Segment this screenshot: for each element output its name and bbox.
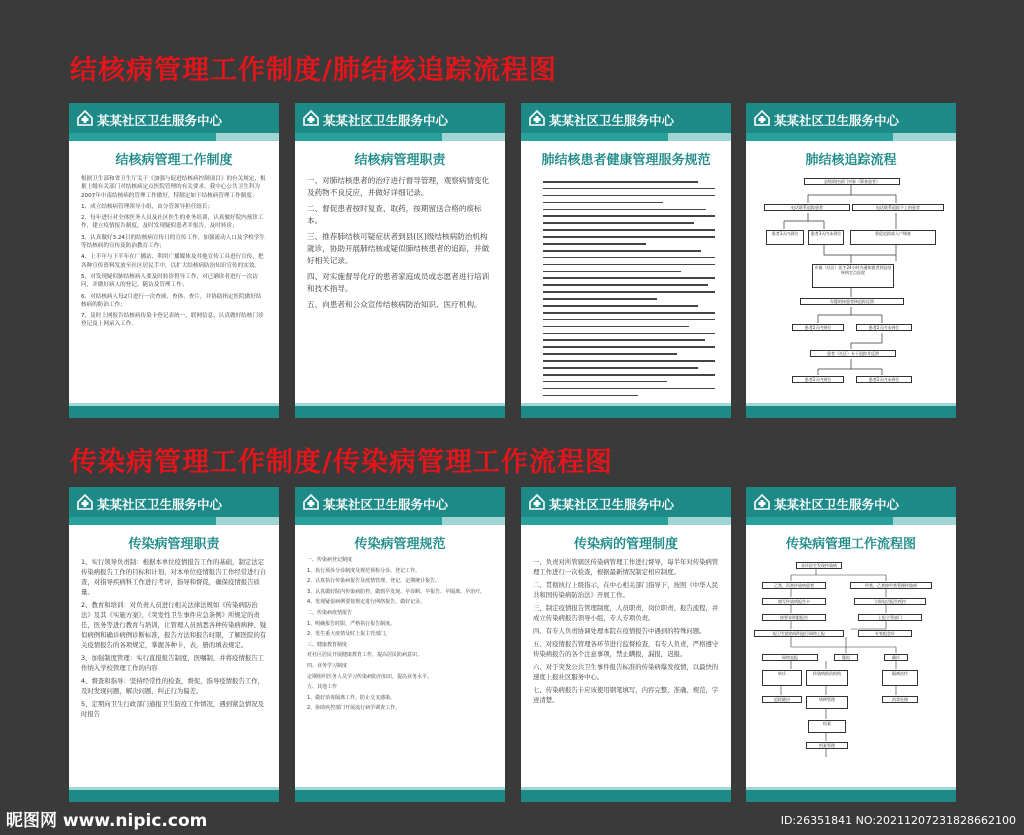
poster-body (307, 175, 493, 316)
org-name: 某某社区卫生服务中心 (323, 497, 449, 512)
flow-node: 结案 (808, 720, 846, 733)
paragraph: 2、认真执行传染病报告及疫情管理，登记，定期统计报告。 (307, 578, 441, 585)
flow-node: 患者2天内到位 (792, 324, 844, 331)
poster-infectious-system (521, 487, 731, 802)
paragraph: 定期组织医务人员学习传染病防治知识，提高业务水平。 (307, 673, 433, 680)
poster-footer (69, 790, 279, 802)
watermark-id: ID:26351841 NO:20211207231828662100 (780, 814, 1016, 827)
flow-node: 消毒处理 (882, 696, 918, 703)
poster-tb-duties (295, 103, 505, 418)
flow-node: 转诊 (762, 670, 802, 686)
paragraph: 2、协助疾控部门开展流行病学调查工作。 (307, 705, 401, 712)
paragraph: 一、负责对所管辖区传染病管理工作进行督导，每半年对传染病管理工作进行一次检查，根据最新情况制定相应制度。 (533, 558, 719, 576)
flow-node: 患者3天内未到位 (808, 230, 844, 245)
flow-node: 乙类、丙类传染病患者 (762, 582, 826, 589)
poster-footer (746, 406, 956, 418)
flow-node: 患者2天内未到位 (856, 324, 912, 331)
section-title-infectious: 传染病管理工作制度/传染病管理工作流程图 (70, 447, 613, 478)
flow-node: 患者3天内到位 (766, 230, 804, 245)
poster-footer (69, 406, 279, 418)
paragraph: 2、每年进行对全体医务人员及社区医生的业务培训，认真做好院内预诊工作，建立疫情报告制度，及时发现疑似患者并报告，及时转诊； (81, 215, 264, 230)
paragraph: 2、发生重大疫情及时上报主管部门。 (307, 631, 391, 638)
poster-title: 传染病管理规范 (354, 537, 446, 552)
flow-node: 督促追踪或入户调查 (850, 230, 936, 245)
paragraph: 3、加强制度管理：实行直报报告制度，医嘱制，并将疫情报告工作纳入学校管理工作的内容 (81, 654, 265, 672)
paragraph: 二、贯彻执行上级指示，在中心相关部门指导下，按照《中华人民共和国传染病防治法》开展工作。 (533, 581, 719, 599)
poster-infectious-spec (295, 487, 505, 802)
paragraph: 1、成立结核病管理领导小组，由分管领导担任组长； (81, 203, 214, 210)
org-name: 某某社区卫生服务中心 (774, 497, 900, 512)
paragraph: 五、其他工作 (307, 684, 338, 691)
paragraph: 七、传染病报告卡应该使用钢笔填写，内容完整、准确、规范，字迹清楚。 (533, 686, 719, 704)
org-name: 某某社区卫生服务中心 (774, 113, 900, 128)
section-title-tb: 结核病管理工作制度/肺结核追踪流程图 (70, 55, 557, 86)
poster-body (81, 175, 267, 332)
paragraph: 4、发现疑似病例要按规定进行网络报告，做好记录。 (307, 599, 426, 606)
poster-infectious-flow (746, 487, 956, 802)
paragraph: 1、执行预诊分诊制度及规范预检分诊，登记工作。 (307, 567, 421, 574)
clinic-logo-icon (529, 110, 545, 126)
poster-title: 传染病的管理制度 (573, 537, 678, 552)
flow-node: 传染病防治机构 (806, 670, 848, 686)
flowchart-connectors (746, 103, 956, 418)
paragraph: 2、教育和培训：对负责人员进行相关法律法规如《传染病防治法》及其《实施方案》，《突发性卫生事件应急条例》所规定的责任，医务等进行教育与培训，让管理人员熟悉各种传染病病种、疑似病例和确诊病例诊断标准，报告方法和报告时限，了解医院的有关疫情报告的各项规定，掌握各种卡，表，册的填表规定。 (81, 601, 267, 649)
paragraph: 7、及时上网报告结核病传染卡登记表统一，联网信息，认真做好结核门诊登记及上网录入工作。 (81, 313, 264, 328)
poster-title: 结核病管理职责 (354, 153, 446, 168)
flow-node: 专家组会诊 (858, 630, 912, 637)
poster-title: 肺结核追踪流程 (805, 153, 897, 168)
org-name: 某某社区卫生服务中心 (549, 113, 675, 128)
paragraph: 4、上半年与下半年在广播站、利用广播媒体及其他宣传工具进行宣传，把各种宣传资料发放至社区居民手中，以扩大结核病防治知识宣传的实效。 (81, 254, 264, 269)
flow-node: 网络直报 (762, 654, 818, 661)
paragraph: 1、明确报告时限，严格执行报告制度。 (307, 620, 396, 627)
flowchart-connectors (746, 487, 956, 802)
paragraph: 三、制定疫情报告管理制度，人员职责，岗位职责、报告流程，并成立传染病报告领导小组，专人专项负责。 (533, 604, 719, 622)
poster-title: 结核病管理工作制度 (115, 153, 233, 168)
flow-node: 病例管理 (806, 696, 848, 709)
flow-node: 档案管理 (806, 742, 848, 749)
poster-title: 传染病管理工作流程图 (785, 537, 916, 552)
clinic-logo-icon (77, 110, 93, 126)
flow-node: 甲类、乙类按甲类管理传染病 (850, 582, 932, 589)
poster-header (69, 487, 279, 525)
watermark-site: 昵图网 www.nipic.com (6, 811, 208, 831)
flow-node: 立即电话报告疾控 (854, 598, 926, 605)
poster-body (81, 557, 267, 722)
paragraph: 4、督查和指导：坚持经常性的检查，督促，指导疫情报告工作，及时发现问题，解决问题，纠正行为偏差。 (81, 677, 265, 695)
flow-node: 存疑的按患者核追踪反馈 (800, 298, 904, 305)
paragraph: 5、定期向卫生行政部门通报卫生防疫工作情况，遇到紧急情况及时报告 (81, 700, 265, 718)
poster-title: 肺结核患者健康管理服务规范 (541, 153, 711, 168)
flow-node: 上报主管部门 (858, 614, 922, 621)
paragraph: 六、对于突发公共卫生事件报告标准的传染病爆发疫情，以最快的速度上报社区服务中心。 (533, 663, 719, 681)
paragraph: 1、做好消毒隔离工作，防止交叉感染。 (307, 694, 396, 701)
poster-header (69, 103, 279, 141)
flow-node: 乡镇（社区）医生24小时内通知患者到县结核病定点医院 (812, 264, 894, 288)
flow-node: 报卫生院防保科进行网络上报 (754, 630, 844, 637)
paragraph: 五、对疫情报告管理各环节进行监督检查，有专人负责，严格遵守传染病报告的各个注意事项，禁止瞒报，漏报，迟报。 (533, 640, 719, 658)
paragraph: 二、传染病疫情报告 (307, 609, 353, 616)
paragraph: 6、对结核病人每2月进行一次查痰、查体、查片，并协助指定医院做好结核病的防治工作； (81, 293, 262, 308)
flow-node: 患者2天内未到位 (856, 376, 912, 383)
poster-header (521, 103, 731, 141)
clinic-logo-icon (77, 494, 93, 510)
flow-node: 疑似 (834, 654, 858, 661)
paragraph: 1、实行领导负责制：根据本单位疫情报告工作的基础，制定法定传染病报告工作的目标和计划，对本单位疫情报告工作经常进行自查，对指导疾病科工作进行考评，指导和督促，确保疫情报告质量。 (81, 558, 267, 596)
flow-node: 电话联系追踪不上的患者 (852, 204, 944, 211)
paragraph: 对社区居民开展健康教育工作，提高居民防病意识。 (307, 652, 423, 659)
paragraph: 四、对实施督导化疗的患者家庭成员或志愿者进行培训和技术指导。 (307, 272, 490, 293)
clinic-logo-icon (303, 110, 319, 126)
poster-tb-system (69, 103, 279, 418)
flow-node: 县级防控部门对象（筛查患者） (804, 178, 900, 185)
paragraph: 根据卫生部和省卫生厅关于《加强与促进结核病控制项目》的有关规定，根据上级有关部门对结核病定点医院管理的有关要求，我中心公共卫生科为2007年中南结核病的管理工作做好，特制定如下结核病管理工作制度： (81, 176, 266, 199)
poster-header (295, 487, 505, 525)
flow-node: 隔离治疗 (882, 670, 918, 686)
paragraph: 一、传染病登记制度 (307, 557, 353, 563)
clinic-logo-icon (303, 494, 319, 510)
poster-body (307, 557, 493, 716)
flow-node: 填写传染病报告卡 (762, 598, 826, 605)
org-name: 某某社区卫生服务中心 (549, 497, 675, 512)
poster-tb-tracking-flow (746, 103, 956, 418)
org-name: 某某社区卫生服务中心 (323, 113, 449, 128)
poster-footer (295, 406, 505, 418)
paragraph: 3、认真做好院内传染病防控，做到早发现、早诊断、早报告、早隔离、早治疗。 (307, 588, 486, 595)
paragraph: 二、督促患者按时复查、取药，按期留送合格的痰标本。 (307, 204, 482, 225)
poster-footer (521, 406, 731, 418)
paragraph: 3、认真做好3.24日的结核病宣传日的宣传工作，加强流动人口及学校学生等结核病的宣传及防治教育工作； (81, 234, 265, 250)
poster-footer (521, 790, 731, 802)
org-name: 某某社区卫生服务中心 (97, 113, 223, 128)
flow-node: 首诊医生发现传染病 (796, 562, 842, 569)
paragraph: 5、对发现疑似肺结核病人要及时转诊督导工作，对已确诊者进行一次访问，并做好病人的登记、随访及管理工作； (81, 273, 258, 289)
flow-node: 确诊 (884, 654, 908, 661)
paragraph: 一、对肺结核患者的治疗进行督导管理，观察病情变化及药物不良反应，并做好详细记录。 (307, 176, 490, 197)
poster-footer (746, 790, 956, 802)
flow-node: 按要求时限报告 (762, 614, 826, 621)
poster-body (533, 557, 719, 708)
paragraph: 三、健康教育制度 (307, 641, 348, 648)
paragraph: 三、推荐肺结核可疑症状者到县(区)级结核病防治机构就诊，协助开展肺结核或疑似肺结核患者的追踪，并做好相关记录。 (307, 232, 490, 265)
paragraph: 四、有专人负责协调处理本院在疫情报告中遇到的特殊问题。 (533, 627, 706, 635)
poster-header (295, 103, 505, 141)
org-name: 某某社区卫生服务中心 (97, 497, 223, 512)
poster-tb-service-spec (521, 103, 731, 418)
paragraph: 四、业务学习制度 (307, 662, 348, 669)
flow-node: 患者2天内到位 (792, 376, 844, 383)
poster-header (521, 487, 731, 525)
flow-node: 追踪随访 (762, 696, 802, 703)
flow-node: 患者（社区）专干追踪并反馈 (810, 350, 896, 357)
paragraph: 五、向患者和公众宣传结核病防治知识、医疗机构。 (307, 300, 482, 310)
poster-footer (295, 790, 505, 802)
flow-node: 电话联系追踪患者 (764, 204, 850, 211)
placeholder-text-lines (543, 181, 715, 402)
poster-infectious-duties (69, 487, 279, 802)
clinic-logo-icon (529, 494, 545, 510)
poster-title: 传染病管理职责 (128, 537, 220, 552)
